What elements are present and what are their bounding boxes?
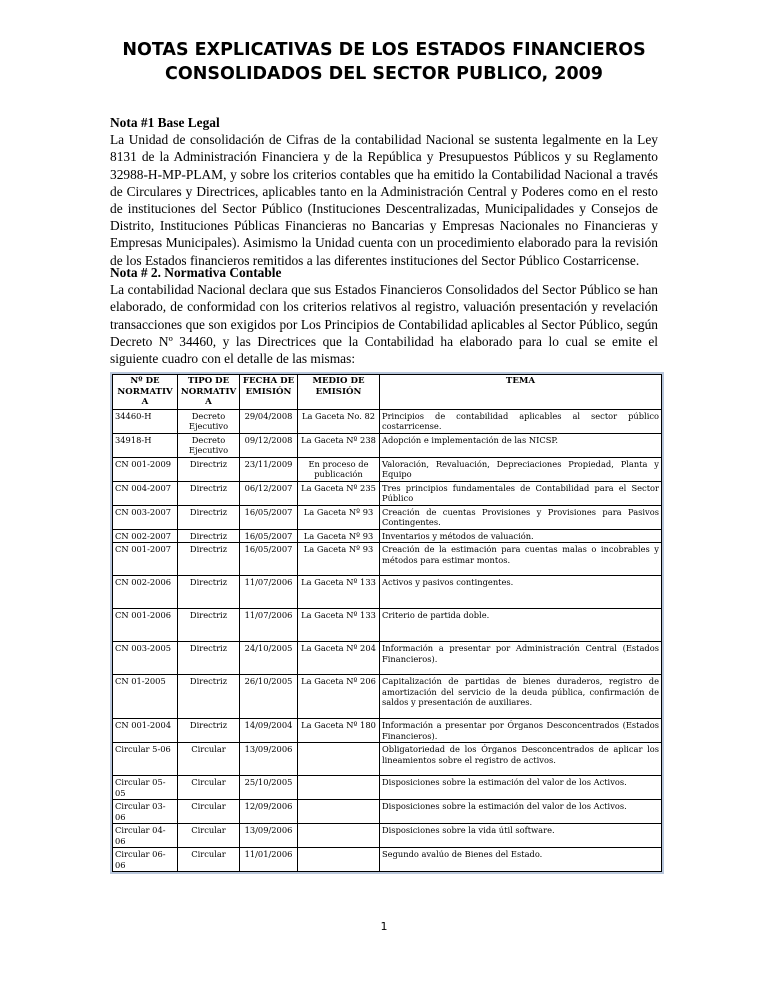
cell-tipo: Directriz [178,529,240,543]
table-row [113,848,662,872]
table-header-row [113,375,662,410]
cell-medio: La Gaceta Nº 93 [298,543,380,576]
cell-medio: La Gaceta Nº 204 [298,642,380,675]
cell-tema: Información a presentar por Administración Central (Estados Financieros). [380,642,662,675]
nota-2 [110,264,658,367]
cell-tipo: Circular [178,776,240,800]
cell-tema: Disposiciones sobre la vida útil software. [380,824,662,848]
table-row [113,457,662,481]
nota-1 [110,114,658,269]
cell-numero: CN 002-2006 [113,576,178,609]
cell-medio: La Gaceta Nº 180 [298,719,380,743]
table-row [113,743,662,776]
cell-tipo: Decreto Ejecutivo [178,409,240,433]
table-body [113,409,662,872]
cell-fecha: 11/01/2006 [240,848,298,872]
table-row [113,776,662,800]
cell-tipo: Directriz [178,719,240,743]
cell-numero: CN 01-2005 [113,675,178,719]
cell-medio [298,776,380,800]
cell-numero: CN 003-2005 [113,642,178,675]
title-line-1: NOTAS EXPLICATIVAS DE LOS ESTADOS FINANCIEROS [122,40,646,60]
cell-tema: Capitalización de partidas de bienes duraderos, registro de amortización del servicio de la deuda pública, confirmación de saldos y presentación de auxiliares. [380,675,662,719]
cell-medio: En proceso de publicación [298,457,380,481]
cell-medio: La Gaceta Nº 206 [298,675,380,719]
cell-tema: Inventarios y métodos de valuación. [380,529,662,543]
cell-fecha: 26/10/2005 [240,675,298,719]
cell-tema: Activos y pasivos contingentes. [380,576,662,609]
cell-numero: 34918-H [113,433,178,457]
cell-tipo: Decreto Ejecutivo [178,433,240,457]
cell-tema: Disposiciones sobre la estimación del valor de los Activos. [380,800,662,824]
cell-numero: Circular 06-06 [113,848,178,872]
cell-fecha: 16/05/2007 [240,505,298,529]
normativa-table [112,374,662,872]
cell-tipo: Circular [178,800,240,824]
cell-tipo: Directriz [178,609,240,642]
header-numero: Nº DE NORMATIV A [113,375,178,410]
cell-medio: La Gaceta No. 82 [298,409,380,433]
nota-2-body: La contabilidad Nacional declara que sus Estados Financieros Consolidados del Sector Público se han elaborado, de conformidad con los criterios relativos al registro, valuación presentación y revelación transacciones que son exigidos por Los Principios de Contabilidad aplicables al Sector Público, según Decreto Nº 34460, y las Directrices que la Contabilidad ha elaborado para lo cual se emite el siguiente cuadro con el detalle de las mismas: [110,282,658,367]
cell-medio: La Gaceta Nº 238 [298,433,380,457]
cell-tema: Creación de la estimación para cuentas malas o incobrables y métodos para estimar montos. [380,543,662,576]
nota-2-heading: Nota # 2. Normativa Contable [110,265,282,280]
cell-fecha: 13/09/2006 [240,743,298,776]
cell-tema: Disposiciones sobre la estimación del valor de los Activos. [380,776,662,800]
cell-tipo: Directriz [178,457,240,481]
cell-numero: Circular 03-06 [113,800,178,824]
cell-tipo: Circular [178,824,240,848]
cell-numero: CN 001-2004 [113,719,178,743]
cell-fecha: 23/11/2009 [240,457,298,481]
normativa-table-wrap [110,372,664,874]
table-row [113,481,662,505]
table-row [113,719,662,743]
cell-fecha: 25/10/2005 [240,776,298,800]
cell-tipo: Directriz [178,543,240,576]
document-title [0,38,768,86]
table-row [113,433,662,457]
cell-fecha: 11/07/2006 [240,609,298,642]
table-row [113,642,662,675]
cell-numero: CN 004-2007 [113,481,178,505]
cell-numero: Circular 5-06 [113,743,178,776]
cell-medio [298,824,380,848]
cell-numero: CN 003-2007 [113,505,178,529]
table-row [113,675,662,719]
table-row [113,543,662,576]
cell-tipo: Directriz [178,675,240,719]
cell-fecha: 14/09/2004 [240,719,298,743]
cell-medio: La Gaceta Nº 133 [298,609,380,642]
table-row [113,529,662,543]
cell-tipo: Directriz [178,481,240,505]
header-medio: MEDIO DE EMISIÓN [298,375,380,410]
cell-numero: 34460-H [113,409,178,433]
cell-fecha: 24/10/2005 [240,642,298,675]
table-row [113,505,662,529]
header-fecha: FECHA DE EMISIÓN [240,375,298,410]
cell-fecha: 12/09/2006 [240,800,298,824]
nota-1-heading: Nota #1 Base Legal [110,115,220,130]
cell-tema: Tres principios fundamentales de Contabilidad para el Sector Público [380,481,662,505]
table-row [113,609,662,642]
title-line-2: CONSOLIDADOS DEL SECTOR PUBLICO, 2009 [164,64,603,84]
cell-numero: CN 001-2006 [113,609,178,642]
table-row [113,409,662,433]
cell-tema: Principios de contabilidad aplicables al sector público costarricense. [380,409,662,433]
cell-fecha: 13/09/2006 [240,824,298,848]
cell-tema: Valoración, Revaluación, Depreciaciones Propiedad, Planta y Equipo [380,457,662,481]
cell-fecha: 09/12/2008 [240,433,298,457]
cell-fecha: 11/07/2006 [240,576,298,609]
header-tema: TEMA [380,375,662,410]
cell-tipo: Directriz [178,576,240,609]
cell-tipo: Directriz [178,505,240,529]
cell-fecha: 16/05/2007 [240,529,298,543]
cell-tema: Segundo avalúo de Bienes del Estado. [380,848,662,872]
cell-numero: CN 001-2007 [113,543,178,576]
cell-medio: La Gaceta Nº 133 [298,576,380,609]
cell-fecha: 06/12/2007 [240,481,298,505]
cell-fecha: 29/04/2008 [240,409,298,433]
cell-tema: Adopción e implementación de las NICSP. [380,433,662,457]
cell-tipo: Circular [178,743,240,776]
nota-1-body: La Unidad de consolidación de Cifras de la contabilidad Nacional se sustenta legalmente en la Ley 8131 de la Administración Financiera y de la República y Presupuestos Públicos y su Reglamento 32988-H-MP-PLAM, y sobre los criterios contables que ha emitido la Contabilidad Nacional a través de Circulares y Directrices, aplicables tanto en la Administración Central y Poderes como en el resto de instituciones del Sector Público (Instituciones Descentralizadas, Municipalidades y Consejos de Distrito, Instituciones Públicas Financieras no Bancarias y Empresas Nacionales no Financieras y Empresas Municipales). Asimismo la Unidad cuenta con un procedimiento elaborado para la revisión de los Estados financieros remitidos a las diferentes instituciones del Sector Público Costarricense. [110,132,658,268]
header-tipo: TIPO DE NORMATIV A [178,375,240,410]
cell-medio [298,800,380,824]
cell-tipo: Directriz [178,642,240,675]
cell-numero: CN 002-2007 [113,529,178,543]
cell-medio: La Gaceta Nº 235 [298,481,380,505]
table-row [113,824,662,848]
cell-tema: Obligatoriedad de los Órganos Desconcentrados de aplicar los lineamientos sobre el registro de activos. [380,743,662,776]
cell-medio: La Gaceta Nº 93 [298,505,380,529]
cell-medio [298,743,380,776]
cell-numero: Circular 04-06 [113,824,178,848]
cell-numero: CN 001-2009 [113,457,178,481]
table-row [113,800,662,824]
cell-numero: Circular 05-05 [113,776,178,800]
cell-tema: Creación de cuentas Provisiones y Provisiones para Pasivos Contingentes. [380,505,662,529]
cell-fecha: 16/05/2007 [240,543,298,576]
page-number: 1 [380,920,388,933]
cell-tema: Información a presentar por Órganos Desconcentrados (Estados Financieros). [380,719,662,743]
table-row [113,576,662,609]
cell-tipo: Circular [178,848,240,872]
cell-medio: La Gaceta Nº 93 [298,529,380,543]
cell-medio [298,848,380,872]
cell-tema: Criterio de partida doble. [380,609,662,642]
